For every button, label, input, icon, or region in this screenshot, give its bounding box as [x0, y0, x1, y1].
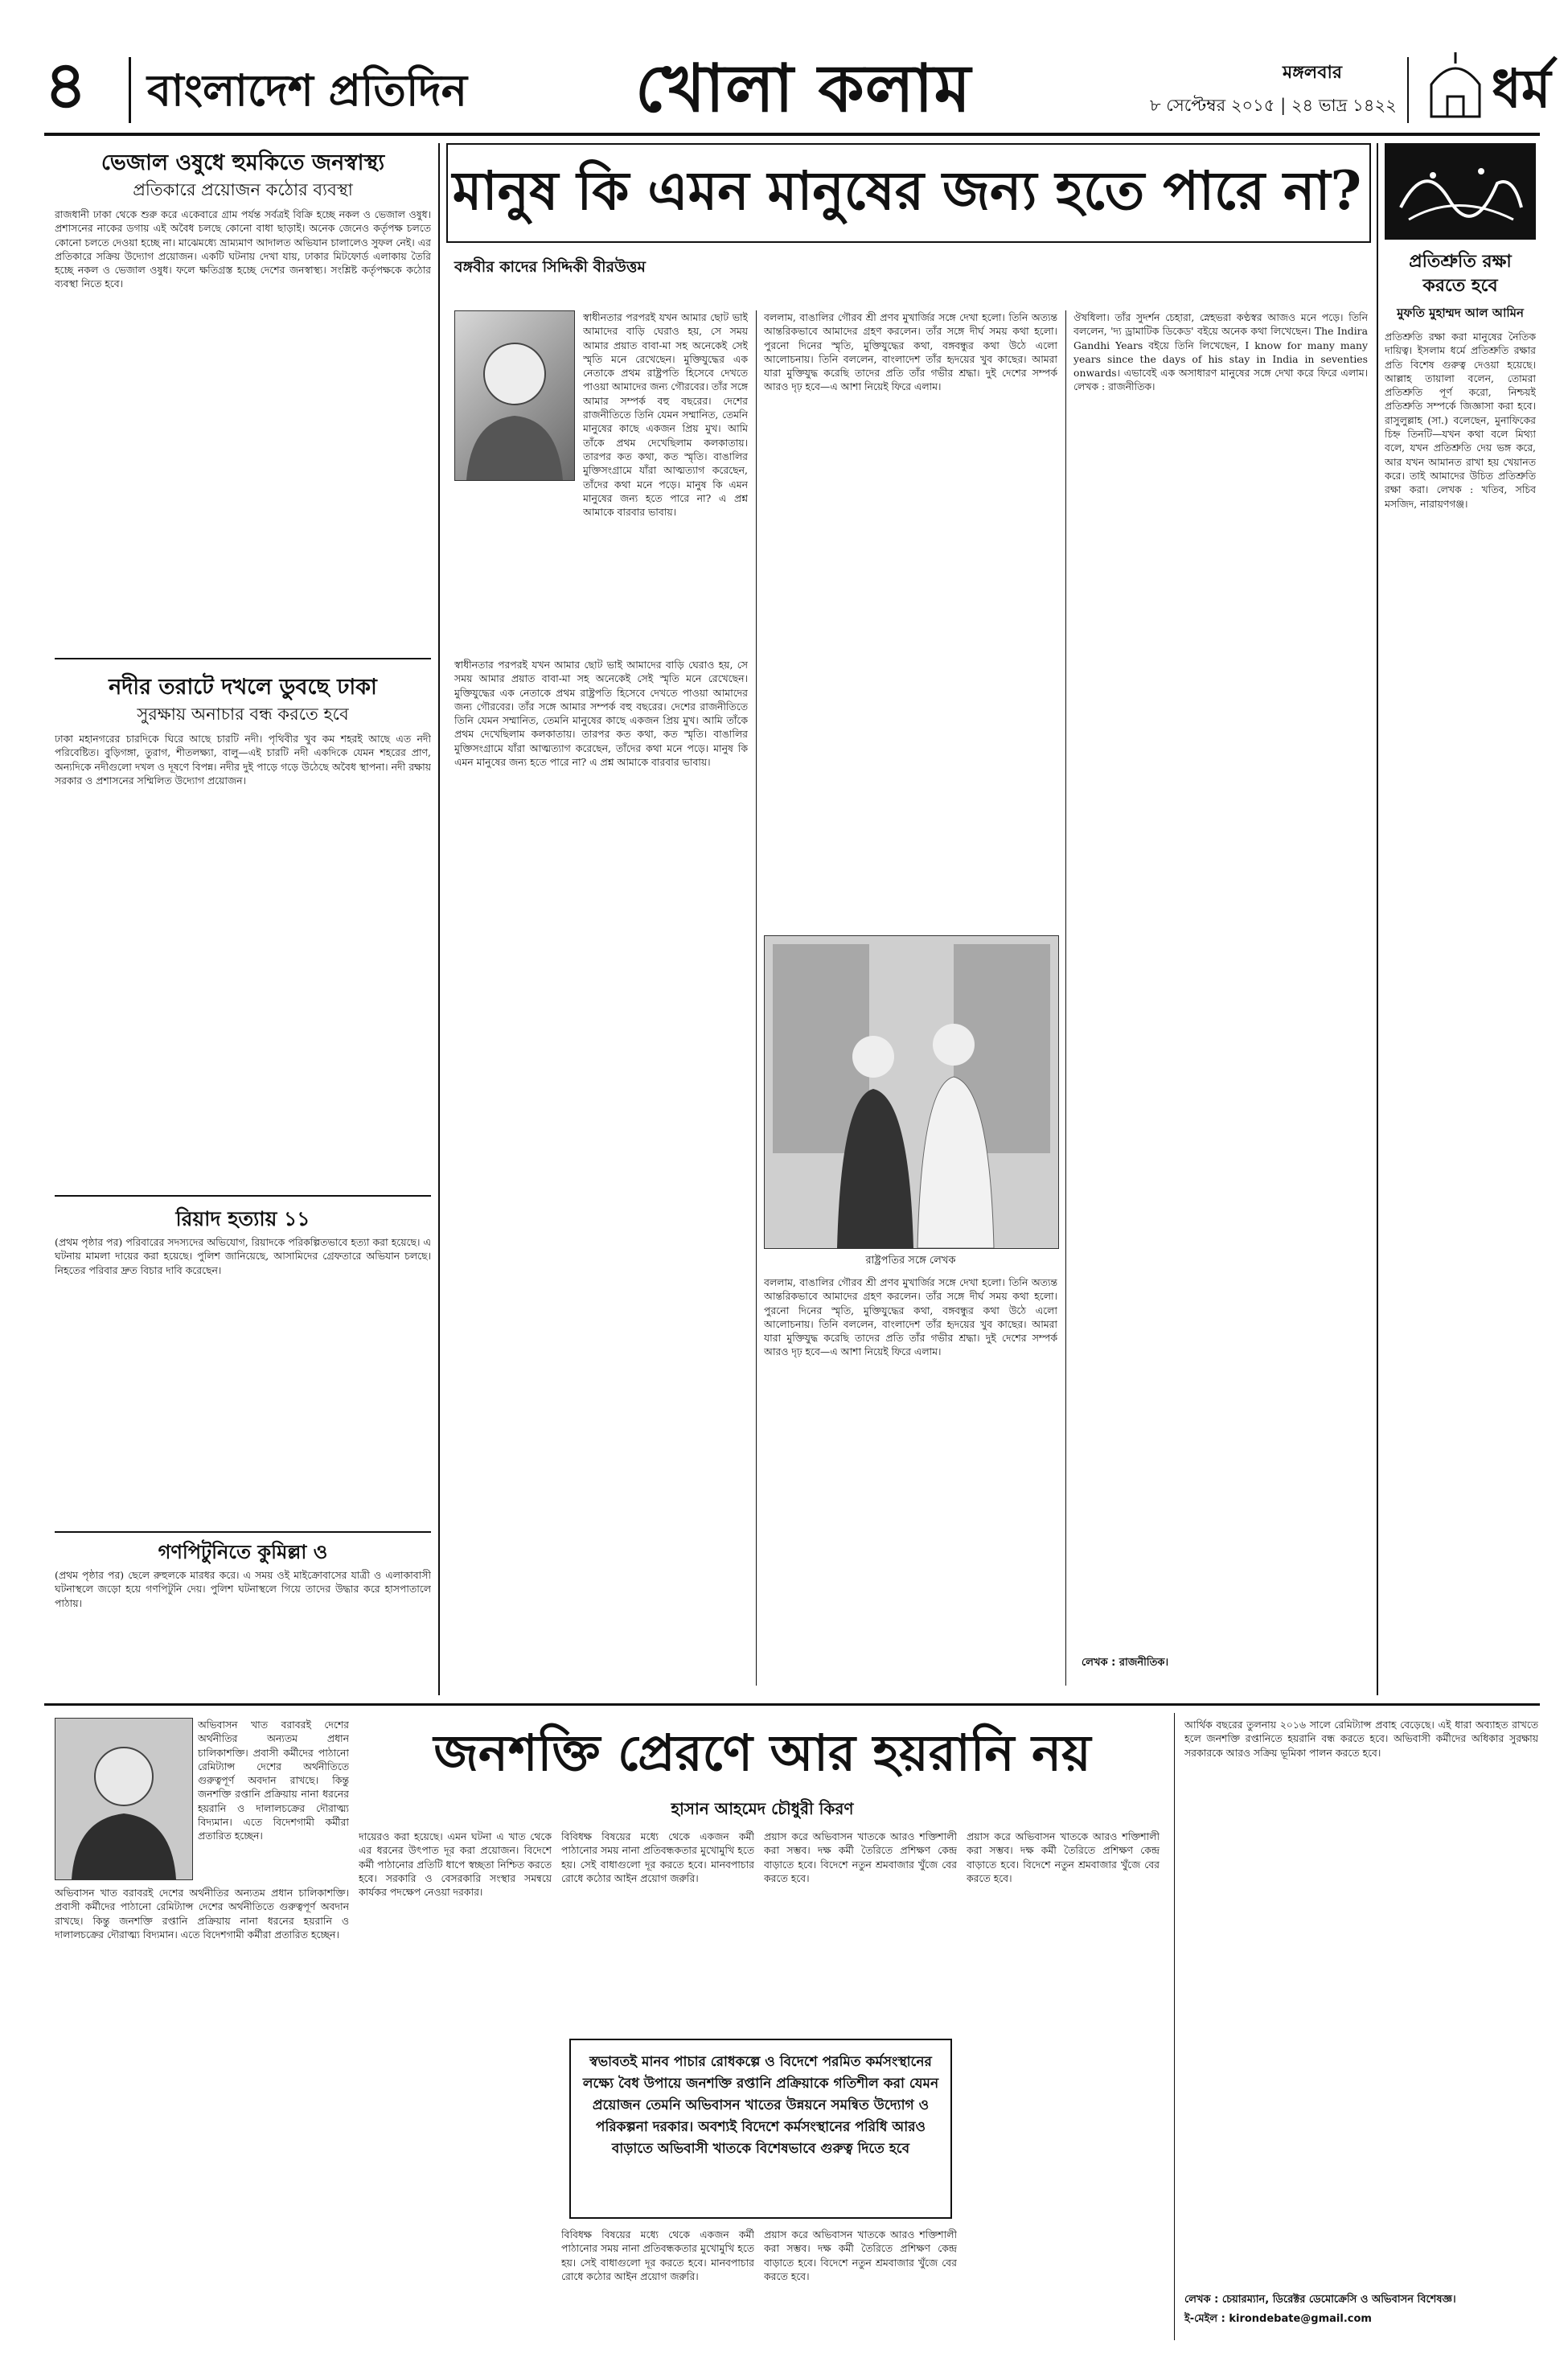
section-rule	[44, 1703, 1540, 1706]
column-rule	[438, 143, 440, 1695]
article-column: অভিবাসন খাত বরাবরই দেশের অর্থনীতির অন্যতম প্রধান চালিকাশক্তি। প্রবাসী কর্মীদের পাঠানো রেমিট্যান্স দেশের অর্থনীতিতে গুরুত্বপূর্ণ অবদান রাখছে। কিন্তু জনশক্তি রপ্তানি প্রক্রিয়ায় নানা ধরনের হয়রানি ও দালালচক্রের দৌরাত্ম্য বিদ্যমান। এতে বিদেশগামী কর্মীরা প্রতারিত হচ্ছেন।	[55, 1887, 349, 1941]
article-column: ঔষধিলা। তাঁর সুদর্শন চেহারা, স্নেহভরা কণ্ঠস্বর আজও মনে পড়ে। তিনি বললেন, 'দ্য ড্রামাটিক ডিকেড' বইয়ে অনেক কথা লিখেছেন। The Indira Gandhi Years বইয়ে তিনি লিখেছেন, I know for many many years since the days of his stay in India in seventies onwards। এভাবেই এক অসাধারণ মানুষের সঙ্গে দেখা করে ফিরে এলাম। লেখক : রাজনীতিক।	[1073, 311, 1368, 393]
pull-quote	[569, 2039, 952, 2219]
article-author: হাসান আহমেদ চৌধুরী কিরণ	[671, 1799, 854, 1818]
article-column: বিবিধক্ষ বিষয়ের মধ্যে থেকে একজন কর্মী পাঠানোর সময় নানা প্রতিবন্ধকতার মুখোমুখি হতে হয়। সেই বাধাগুলো দূর করতে হবে। মানবপাচার রোধে কঠোর আইন প্রয়োগ জরুরি।	[561, 2228, 754, 2282]
calligraphy-icon	[1385, 143, 1536, 240]
paper-name: বাংলাদেশ প্রতিদিন	[147, 64, 467, 116]
column-rule	[756, 310, 757, 1686]
article-column: বললাম, বাঙালির গৌরব শ্রী প্রণব মুখার্জির সঙ্গে দেখা হলো। তিনি অত্যন্ত আন্তরিকভাবে আমাদের গ্রহণ করলেন। তাঁর সঙ্গে দীর্ঘ সময় কথা হলো। পুরনো দিনের স্মৃতি, মুক্তিযুদ্ধের কথা, বঙ্গবন্ধুর কথা উঠে এলো আলোচনায়। তিনি বললেন, বাংলাদেশ তাঁর হৃদয়ের খুব কাছের। আমরা যারা মুক্তিযুদ্ধ করেছি তাদের প্রতি তাঁর গভীর শ্রদ্ধা। দুই দেশের সম্পর্ক আরও দৃঢ় হবে—এ আশা নিয়েই ফিরে এলাম।	[764, 1276, 1057, 1358]
story-body: (প্রথম পৃষ্ঠার পর) পরিবারের সদস্যদের অভিযোগ, রিয়াদকে পরিকল্পিতভাবে হত্যা করা হয়েছে। এ ঘটনায় মামলা দায়ের করা হয়েছে। পুলিশ জানিয়েছে, আসামিদের গ্রেফতারে অভিযান চলছে। নিহতের পরিবার দ্রুত বিচার দাবি করেছেন।	[55, 1236, 431, 1276]
article-signoff: লেখক : রাজনীতিক।	[1082, 1657, 1169, 1669]
dharma-label: ধর্ম	[1492, 57, 1551, 120]
divider	[55, 1531, 431, 1533]
article-author: বঙ্গবীর কাদের সিদ্দিকী বীরউত্তম	[454, 258, 646, 276]
story-title: নদীর তরাটে দখলে ডুবছে ঢাকা	[109, 675, 377, 700]
story-title: ভেজাল ওষুধে হুমকিতে জনস্বাস্থ্য	[101, 150, 385, 175]
writer-email: ই-মেইল : kirondebate@gmail.com	[1184, 2313, 1372, 2325]
writer-note: লেখক : চেয়ারম্যান, ডিরেক্টর ডেমোক্রেসি ও অভিবাসন বিশেষজ্ঞ।	[1184, 2294, 1456, 2306]
article-column: প্রয়াস করে অভিবাসন খাতকে আরও শক্তিশালী করা সম্ভব। দক্ষ কর্মী তৈরিতে প্রশিক্ষণ কেন্দ্র বাড়াতে হবে। বিদেশে নতুন শ্রমবাজার খুঁজে বের করতে হবে।	[764, 2228, 957, 2282]
photo-caption: রাষ্ট্রপতির সঙ্গে লেখক	[865, 1255, 956, 1267]
story-body: (প্রথম পৃষ্ঠার পর) ছেলে রুহুলকে মারধর করে। এ সময় ওই মাইক্রোবাসের যাত্রী ও এলাকাবাসী ঘটনাস্থলে জড়ো হয়ে গণপিটুনি দেয়। পুলিশ ঘটনাস্থলে গিয়ে তাদের উদ্ধার করে হাসপাতালে পাঠায়।	[55, 1569, 431, 1609]
column-rule	[1377, 143, 1378, 1695]
article-title: প্রতিশ্রুতি রক্ষা করতে হবে	[1409, 251, 1512, 296]
article-column: বললাম, বাঙালির গৌরব শ্রী প্রণব মুখার্জির সঙ্গে দেখা হলো। তিনি অত্যন্ত আন্তরিকভাবে আমাদের গ্রহণ করলেন। তাঁর সঙ্গে দীর্ঘ সময় কথা হলো। পুরনো দিনের স্মৃতি, মুক্তিযুদ্ধের কথা, বঙ্গবন্ধুর কথা উঠে এলো আলোচনায়। তিনি বললেন, বাংলাদেশ তাঁর হৃদয়ের খুব কাছের। আমরা যারা মুক্তিযুদ্ধ করেছি তাদের প্রতি তাঁর গভীর শ্রদ্ধা। দুই দেশের সম্পর্ক আরও দৃঢ় হবে—এ আশা নিয়েই ফিরে এলাম।	[764, 311, 1057, 393]
divider	[55, 658, 431, 659]
article-column: স্বাধীনতার পরপরই যখন আমার ছোট ভাই আমাদের বাড়ি ঘেরাও হয়, সে সময় আমার প্রয়াত বাবা-মা সহ অনেকেই সেই স্মৃতি মনে রেখেছেন। মুক্তিযুদ্ধের এক নেতাকে প্রথম রাষ্ট্রপতি হিসেবে দেখতে পাওয়া আমাদের জন্য গৌরবের। তাঁর সঙ্গে আমার সম্পর্ক বহু বছরের। দেশের রাজনীতিতে তিনি যেমন সম্মানিত, তেমনি মানুষের কাছে একজন প্রিয় মুখ। আমি তাঁকে প্রথম দেখেছিলাম কলকাতায়। তারপর কত কথা, কত স্মৃতি। বাঙালির মুক্তিসংগ্রামে যাঁরা আত্মত্যাগ করেছেন, তাঁদের কথা মনে পড়ে। মানুষ কি এমন মানুষের জন্য হতে পারে না? এ প্রশ্ন আমাকে বারবার ভাবায়।	[583, 311, 748, 519]
person-icon	[455, 311, 574, 480]
article-column: দায়েরও করা হয়েছে। এমন ঘটনা এ খাত থেকে এর ধরনের উৎপাত দূর করা প্রয়োজন। বিদেশে কর্মী পাঠানোর প্রতিটি ধাপে স্বচ্ছতা নিশ্চিত করতে হবে। সরকারি ও বেসরকারি সংস্থার সমন্বয়ে কার্যকর পদক্ষেপ নেওয়া দরকার।	[359, 1830, 552, 1899]
page-number: ৪	[44, 47, 88, 124]
section-title: খোলা কলাম	[635, 50, 972, 127]
divider	[129, 57, 131, 123]
date-line: ৮ সেপ্টেম্বর ২০১৫ | ২৪ ভাদ্র ১৪২২	[1150, 96, 1397, 115]
left-column	[55, 143, 431, 1695]
article-column: প্রয়াস করে অভিবাসন খাতকে আরও শক্তিশালী করা সম্ভব। দক্ষ কর্মী তৈরিতে প্রশিক্ষণ কেন্দ্র বাড়াতে হবে। বিদেশে নতুন শ্রমবাজার খুঁজে বের করতে হবে।	[764, 1830, 957, 1884]
divider	[55, 1195, 431, 1197]
author-photo	[55, 1718, 193, 1880]
bottom-article	[55, 1713, 1540, 2348]
story-title: রিয়াদ হত্যায় ১১	[175, 1207, 310, 1230]
article-column: বিবিধক্ষ বিষয়ের মধ্যে থেকে একজন কর্মী পাঠানোর সময় নানা প্রতিবন্ধকতার মুখোমুখি হতে হয়। সেই বাধাগুলো দূর করতে হবে। মানবপাচার রোধে কঠোর আইন প্রয়োগ জরুরি।	[561, 1830, 754, 1884]
article-column: আর্থিক বছরের তুলনায় ২০১৬ সালে রেমিট্যান্স প্রবাহ বেড়েছে। এই ধারা অব্যাহত রাখতে হলে জনশক্তি রপ্তানিতে হয়রানি বন্ধ করতে হবে। অভিবাসী কর্মীদের অধিকার সুরক্ষায় সরকারকে আরও সক্রিয় ভূমিকা পালন করতে হবে।	[1184, 1719, 1538, 1759]
right-column	[1385, 143, 1537, 1695]
article-author: মুফতি মুহাম্মদ আল আমিন	[1397, 306, 1524, 320]
weekday: মঙ্গলবার	[1283, 62, 1342, 83]
author-photo	[454, 310, 575, 481]
divider	[1407, 57, 1409, 123]
meeting-photo-icon	[765, 936, 1058, 1248]
story-title: গণপিটুনিতে কুমিল্লা ও	[158, 1540, 328, 1563]
article-column: স্বাধীনতার পরপরই যখন আমার ছোট ভাই আমাদের বাড়ি ঘেরাও হয়, সে সময় আমার প্রয়াত বাবা-মা সহ অনেকেই সেই স্মৃতি মনে রেখেছেন। মুক্তিযুদ্ধের এক নেতাকে প্রথম রাষ্ট্রপতি হিসেবে দেখতে পাওয়া আমাদের জন্য গৌরবের। তাঁর সঙ্গে আমার সম্পর্ক বহু বছরের। দেশের রাজনীতিতে তিনি যেমন সম্মানিত, তেমনি মানুষের কাছে একজন প্রিয় মুখ। আমি তাঁকে প্রথম দেখেছিলাম কলকাতায়। তারপর কত কথা, কত স্মৃতি। বাঙালির মুক্তিসংগ্রামে যাঁরা আত্মত্যাগ করেছেন, তাঁদের কথা মনে পড়ে। মানুষ কি এমন মানুষের জন্য হতে পারে না? এ প্রশ্ন আমাকে বারবার ভাবায়।	[454, 659, 748, 769]
person-icon	[55, 1719, 192, 1879]
mosque-icon	[1423, 52, 1488, 125]
masthead	[44, 44, 1551, 133]
pull-quote-text: স্বভাবতই মানব পাচার রোধকল্পে ও বিদেশে পরমিত কর্মসংস্থানের লক্ষ্যে বৈধ উপায়ে জনশক্তি রপ্তানি প্রক্রিয়াকে গতিশীল করা যেমন প্রয়োজন তেমনি অভিবাসন খাতের উন্নয়নে সমন্বিত উদ্যোগ ও পরিকল্পনা দরকার। অবশ্যই বিদেশে কর্মসংস্থানের পরিধি আরও বাড়াতে অভিবাসী খাতকে বিশেষভাবে গুরুত্ব দিতে হবে	[582, 2054, 939, 2157]
masthead-rule	[44, 133, 1540, 136]
story-body: রাজধানী ঢাকা থেকে শুরু করে একেবারে গ্রাম পর্যন্ত সর্বত্রই বিক্রি হচ্ছে নকল ও ভেজাল ওষুধ। প্রশাসনের নাকের ডগায় এই অবৈধ চলছে কোনো বাধা ছাড়াই। অনেক জেনেও কর্তৃপক্ষ চলতে কোনো চলতে দেওয়া হচ্ছে না। মাঝেমধ্যে ভ্রাম্যমাণ আদালত অভিযান চালালেও সুফল নেই। এর প্রতিকারে সক্রিয় উদ্যোগ প্রয়োজন। একটি ঘটনায় দেখা যায়, ঢাকার মিটফোর্ড এলাকায় তৈরি হচ্ছে নকল ও ভেজাল ওষুধ। ফলে ক্ষতিগ্রস্ত হচ্ছে দেশের জনস্বাস্থ্য। সংশ্লিষ্ট কর্তৃপক্ষকে কঠোর ব্যবস্থা নিতে হবে।	[55, 208, 431, 290]
main-article	[446, 143, 1371, 1695]
story-body: ঢাকা মহানগরের চারদিকে ঘিরে আছে চারটি নদী। পৃথিবীর খুব কম শহরই আছে এত নদী পরিবেষ্টিত। বুড়িগঙ্গা, তুরাগ, শীতলক্ষ্যা, বালু—এই চারটি নদী একদিকে যেমন শহরের প্রাণ, অন্যদিকে নদীগুলো দখল ও দূষণে বিপন্ন। নদীর দুই পাড়ে গড়ে উঠেছে অবৈধ স্থাপনা। নদী রক্ষায় সরকার ও প্রশাসনের সম্মিলিত উদ্যোগ প্রয়োজন।	[55, 733, 431, 787]
story-subtitle: সুরক্ষায় অনাচার বন্ধ করতে হবে	[137, 704, 349, 724]
column-rule	[1065, 310, 1066, 1686]
article-column: প্রয়াস করে অভিবাসন খাতকে আরও শক্তিশালী করা সম্ভব। দক্ষ কর্মী তৈরিতে প্রশিক্ষণ কেন্দ্র বাড়াতে হবে। বিদেশে নতুন শ্রমবাজার খুঁজে বের করতে হবে।	[967, 1830, 1160, 1884]
column-rule	[1174, 1713, 1175, 2340]
article-body: প্রতিশ্রুতি রক্ষা করা মানুষের নৈতিক দায়িত্ব। ইসলাম ধর্মে প্রতিশ্রুতি রক্ষার প্রতি বিশেষ গুরুত্ব দেওয়া হয়েছে। আল্লাহ তায়ালা বলেন, তোমরা প্রতিশ্রুতি পূর্ণ করো, নিশ্চয়ই প্রতিশ্রুতি সম্পর্কে জিজ্ঞাসা করা হবে। রাসুলুল্লাহ (সা.) বলেছেন, মুনাফিকের চিহ্ন তিনটি—যখন কথা বলে মিথ্যা বলে, যখন প্রতিশ্রুতি দেয় ভঙ্গ করে, আর যখন আমানত রাখা হয় খেয়ানত করে। তাই আমাদের উচিত প্রতিশ্রুতি রক্ষা করা। লেখক : খতিব, সচিব মসজিদ, নারায়ণগঞ্জ।	[1385, 331, 1536, 510]
calligraphy-box	[1385, 143, 1536, 240]
article-headline: জনশক্তি প্রেরণে আর হয়রানি নয়	[433, 1723, 1091, 1782]
article-headline: মানুষ কি এমন মানুষের জন্য হতে পারে না?	[452, 159, 1362, 222]
article-column: অভিবাসন খাত বরাবরই দেশের অর্থনীতির অন্যতম প্রধান চালিকাশক্তি। প্রবাসী কর্মীদের পাঠানো রেমিট্যান্স দেশের অর্থনীতিতে গুরুত্বপূর্ণ অবদান রাখছে। কিন্তু জনশক্তি রপ্তানি প্রক্রিয়ায় নানা ধরনের হয়রানি ও দালালচক্রের দৌরাত্ম্য বিদ্যমান। এতে বিদেশগামী কর্মীরা প্রতারিত হচ্ছেন।	[198, 1719, 349, 1842]
article-photo	[764, 935, 1059, 1249]
story-subtitle: প্রতিকারে প্রয়োজন কঠোর ব্যবস্থা	[133, 180, 353, 199]
